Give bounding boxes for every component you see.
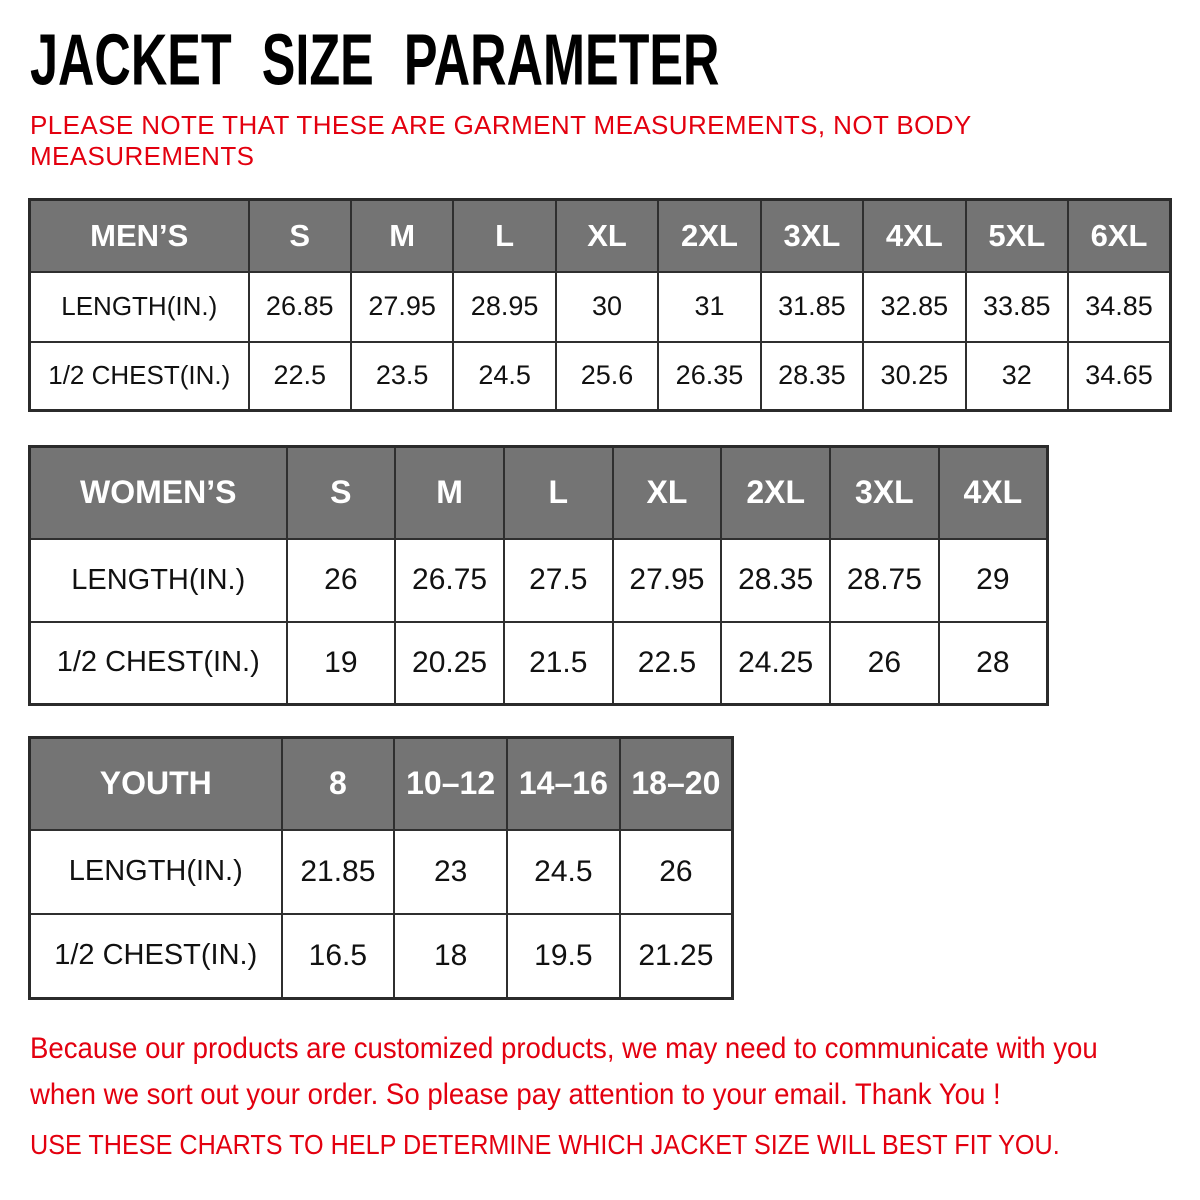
youth-value-cell: 26 [620, 830, 733, 914]
mens-table-title-cell: MEN’S [30, 200, 249, 272]
mens-size-header-cell: S [249, 200, 351, 272]
womens-value-cell: 29 [939, 539, 1048, 622]
womens-size-header-cell: 2XL [721, 447, 830, 539]
womens-size-table [28, 445, 1049, 706]
mens-value-cell: 27.95 [351, 272, 453, 342]
womens-size-header-cell: L [504, 447, 613, 539]
mens-size-header-cell: 4XL [863, 200, 965, 272]
womens-value-cell: 20.25 [395, 622, 504, 705]
mens-value-cell: 25.6 [556, 342, 658, 411]
mens-value-cell: 30.25 [863, 342, 965, 411]
womens-row-label-cell: LENGTH(IN.) [30, 539, 287, 622]
mens-size-header-cell: 5XL [966, 200, 1068, 272]
mens-value-cell: 31 [658, 272, 760, 342]
youth-size-header-cell: 10–12 [394, 738, 507, 830]
womens-value-cell: 28.35 [721, 539, 830, 622]
youth-size-header-cell: 14–16 [507, 738, 620, 830]
womens-value-cell: 27.95 [613, 539, 722, 622]
mens-value-cell: 24.5 [453, 342, 555, 411]
womens-value-cell: 26 [830, 622, 939, 705]
youth-row-label-cell: 1/2 CHEST(IN.) [30, 914, 282, 999]
womens-size-header-cell: 4XL [939, 447, 1048, 539]
youth-header-row [30, 738, 733, 830]
womens-size-header-cell: M [395, 447, 504, 539]
customization-notice-line1: Because our products are customized products, we may need to communicate with you [30, 1032, 1098, 1065]
mens-size-header-cell: XL [556, 200, 658, 272]
mens-row-label-cell: LENGTH(IN.) [30, 272, 249, 342]
womens-data-row [30, 539, 1048, 622]
mens-size-header-cell: 3XL [761, 200, 863, 272]
youth-data-row [30, 830, 733, 914]
youth-data-row [30, 914, 733, 999]
youth-size-table [28, 736, 734, 1000]
youth-value-cell: 16.5 [282, 914, 395, 999]
womens-value-cell: 27.5 [504, 539, 613, 622]
youth-value-cell: 18 [394, 914, 507, 999]
mens-value-cell: 22.5 [249, 342, 351, 411]
mens-size-table [28, 198, 1172, 412]
womens-header-row [30, 447, 1048, 539]
mens-row-label-cell: 1/2 CHEST(IN.) [30, 342, 249, 411]
garment-measurement-note-line2: MEASUREMENTS [30, 141, 255, 171]
mens-size-header-cell: 2XL [658, 200, 760, 272]
youth-value-cell: 21.25 [620, 914, 733, 999]
youth-size-header-cell: 18–20 [620, 738, 733, 830]
youth-value-cell: 23 [394, 830, 507, 914]
womens-value-cell: 24.25 [721, 622, 830, 705]
page-title-text: JACKET SIZE PARAMETER [30, 19, 720, 101]
page-title [30, 18, 987, 101]
mens-value-cell: 26.35 [658, 342, 760, 411]
youth-value-cell: 21.85 [282, 830, 395, 914]
mens-value-cell: 32 [966, 342, 1068, 411]
mens-value-cell: 34.65 [1068, 342, 1171, 411]
garment-measurement-note [30, 110, 972, 172]
garment-measurement-note-line1: PLEASE NOTE THAT THESE ARE GARMENT MEASUREMENTS, NOT BODY [30, 110, 972, 140]
mens-value-cell: 28.35 [761, 342, 863, 411]
chart-usage-note: USE THESE CHARTS TO HELP DETERMINE WHICH JACKET SIZE WILL BEST FIT YOU. [30, 1129, 1060, 1160]
mens-data-row [30, 342, 1171, 411]
womens-size-header-cell: XL [613, 447, 722, 539]
mens-value-cell: 26.85 [249, 272, 351, 342]
youth-table-title-cell: YOUTH [30, 738, 282, 830]
mens-header-row [30, 200, 1171, 272]
customization-notice-line2: when we sort out your order. So please pay attention to your email. Thank You ! [30, 1078, 1001, 1111]
mens-value-cell: 34.85 [1068, 272, 1171, 342]
mens-value-cell: 30 [556, 272, 658, 342]
womens-value-cell: 19 [287, 622, 396, 705]
womens-value-cell: 22.5 [613, 622, 722, 705]
womens-size-header-cell: S [287, 447, 396, 539]
mens-value-cell: 31.85 [761, 272, 863, 342]
womens-value-cell: 26 [287, 539, 396, 622]
youth-value-cell: 19.5 [507, 914, 620, 999]
mens-data-row [30, 272, 1171, 342]
mens-value-cell: 23.5 [351, 342, 453, 411]
womens-size-header-cell: 3XL [830, 447, 939, 539]
mens-value-cell: 32.85 [863, 272, 965, 342]
womens-table-title-cell: WOMEN’S [30, 447, 287, 539]
mens-size-header-cell: M [351, 200, 453, 272]
womens-value-cell: 26.75 [395, 539, 504, 622]
youth-row-label-cell: LENGTH(IN.) [30, 830, 282, 914]
mens-size-header-cell: L [453, 200, 555, 272]
mens-value-cell: 28.95 [453, 272, 555, 342]
womens-row-label-cell: 1/2 CHEST(IN.) [30, 622, 287, 705]
mens-value-cell: 33.85 [966, 272, 1068, 342]
youth-value-cell: 24.5 [507, 830, 620, 914]
customization-notice [30, 1026, 1098, 1118]
youth-size-header-cell: 8 [282, 738, 395, 830]
womens-data-row [30, 622, 1048, 705]
womens-value-cell: 28.75 [830, 539, 939, 622]
mens-size-header-cell: 6XL [1068, 200, 1171, 272]
womens-value-cell: 28 [939, 622, 1048, 705]
womens-value-cell: 21.5 [504, 622, 613, 705]
